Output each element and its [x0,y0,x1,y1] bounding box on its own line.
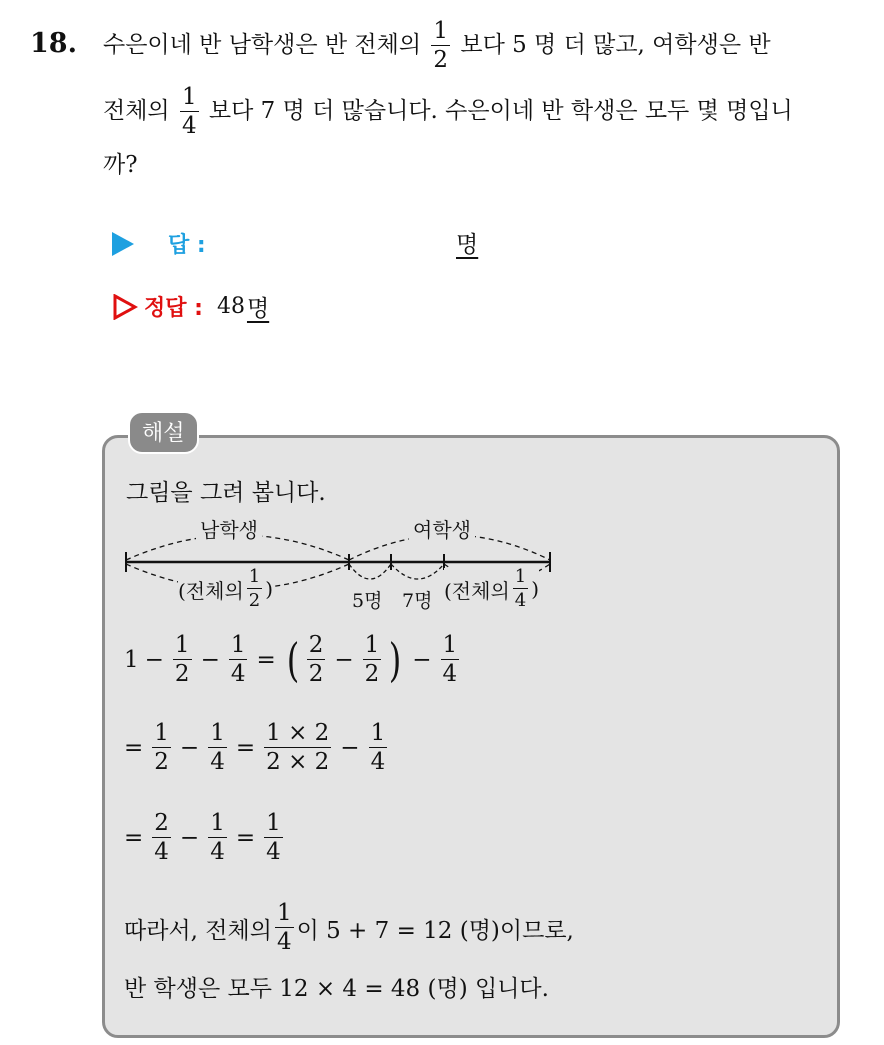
play-triangle-icon [112,232,134,256]
question-number: 18. [30,28,77,59]
answer-row [112,228,206,259]
question-text: 수은이네 반 남학생은 반 전체의 [103,32,422,58]
outline-triangle-icon [112,294,138,320]
equation-2: = $\frac{1}{2}$ − $\frac{1}{4}$ = $\frac{1 \times 2}{2 \times 2}$ − $\frac{1}{4}$ [124,720,386,775]
question-text: 보다 5 명 더 많고, 여학생은 반 [460,32,771,58]
question-line-3: 까? [103,152,138,178]
conclusion-line-2: 반 학생은 모두 12 × 4 = 48 (명) 입니다. [124,976,549,1002]
correct-answer-label: 정답 : [144,296,203,321]
girls-label: 여학생 [409,514,475,543]
solution-intro: 그림을 그려 봅니다. [126,480,326,506]
conclusion-line-1: 따라서, 전체의 $\frac{1}{4}$ 이 5 + 7 = 12 (명)이므로, [124,900,574,955]
correct-answer-row [112,290,269,323]
seven-label: 7명 [402,590,433,612]
correct-answer-value: 48 [216,294,245,319]
correct-answer-unit: 명 [246,296,270,322]
question-line-2 [103,86,793,138]
question-text: 전체의 [103,98,170,124]
equation-1: 1 − $\frac{1}{2}$ − $\frac{1}{4}$ = ( $\frac{2}{2}$ − $\frac{1}{2}$ ) − $\frac{1}{4}$ [124,632,458,687]
question-text: 보다 7 명 더 많습니다. 수은이네 반 학생은 모두 몇 명입니 [208,98,793,124]
quarter-label: (전체의 $\frac{1}{4}$ ) [444,566,540,611]
solution-tag: 해설 [128,411,199,454]
five-label: 5명 [352,590,383,612]
left-paren: ( [286,633,300,687]
answer-unit[interactable]: 명 [456,232,479,258]
half-label: (전체의 $\frac{1}{2}$ ) [178,566,274,611]
answer-label: 답 : [168,233,206,258]
fraction: $\frac{1}{4}$ [181,84,197,139]
right-paren: ) [388,633,402,687]
equation-3: = $\frac{2}{4}$ − $\frac{1}{4}$ = $\frac{1}{4}$ [124,810,281,865]
fraction: $\frac{1}{2}$ [433,18,449,73]
question-line-1 [103,20,771,72]
boys-label: 남학생 [196,514,262,543]
